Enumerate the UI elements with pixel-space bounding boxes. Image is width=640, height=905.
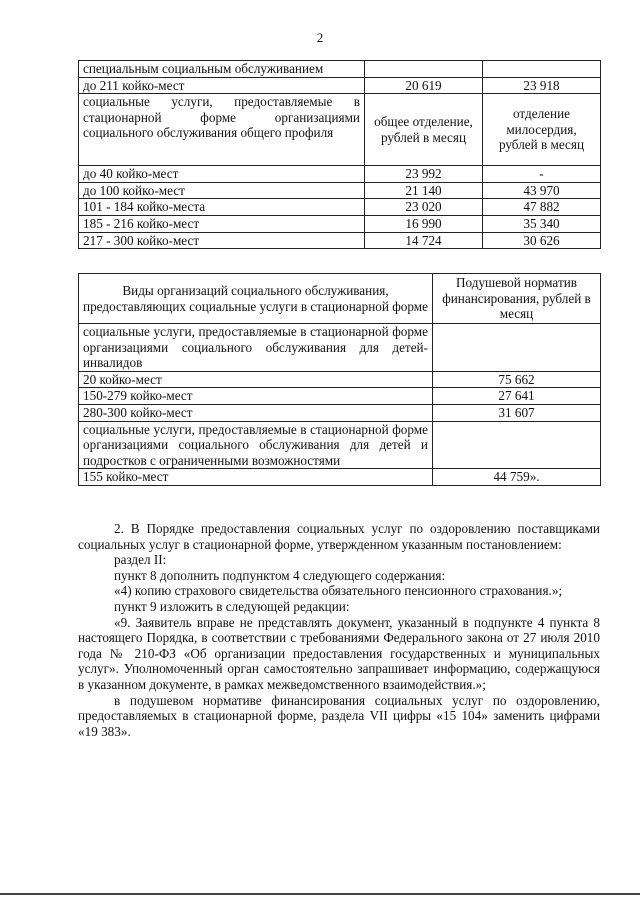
- table-cell: 75 662: [433, 371, 601, 388]
- table-cell: социальные услуги, предоставляемые в стационарной форме организациями социального обслуживания для детей и подростков с ограниченными возможностями: [79, 421, 433, 469]
- table-cell: 155 койко-мест: [79, 469, 433, 486]
- table-cell: до 40 койко-мест: [79, 166, 365, 183]
- table-cell: [483, 61, 601, 78]
- table-cell: [365, 61, 483, 78]
- table-header-row: [79, 274, 601, 324]
- table-cell: -: [483, 166, 601, 183]
- table-cell: до 100 койко-мест: [79, 182, 365, 199]
- table-cell: [433, 421, 601, 469]
- table-cell: 20 койко-мест: [79, 371, 433, 388]
- table-cell: 20 619: [365, 77, 483, 94]
- table-row: [79, 421, 601, 469]
- table-cell: специальным социальным обслуживанием: [79, 61, 365, 78]
- table-cell: 23 020: [365, 199, 483, 216]
- financing-table-1: [78, 60, 601, 249]
- table-cell: 23 918: [483, 77, 601, 94]
- table-row: [79, 324, 601, 372]
- table-cell: общее отделение, рублей в месяц: [365, 94, 483, 166]
- financing-table-2: [78, 273, 601, 486]
- paragraph: 2. В Порядке предоставления социальных услуг по оздоровлению поставщиками социальных услуг в стационарной форме, утвержденном указанным постановлением:: [78, 521, 600, 552]
- table-cell: 14 724: [365, 232, 483, 249]
- paragraph: пункт 8 дополнить подпунктом 4 следующего содержания:: [114, 567, 446, 583]
- table-cell: 35 340: [483, 215, 601, 232]
- table-row: [79, 469, 601, 486]
- table-row: [79, 388, 601, 405]
- table-row: [79, 199, 601, 216]
- document-body: [78, 521, 600, 739]
- table-row: [79, 77, 601, 94]
- column-header: Виды организаций социального обслуживания, предоставляющих социальные услуги в стационарной форме: [79, 274, 433, 324]
- paragraph: пункт 9 изложить в следующей редакции:: [114, 598, 350, 614]
- table-row: [79, 182, 601, 199]
- table-cell: [433, 324, 601, 372]
- table-cell: социальные услуги, предоставляемые в стационарной форме организациями социального обслуживания общего профиля: [79, 94, 365, 166]
- paragraph: «9. Заявитель вправе не представлять документ, указанный в подпункте 4 пункта 8 настоящего Порядка, в соответствии с требованиями Федерального закона от 27 июля 2010 года № 210-ФЗ «Об организации предоставления государственных и муниципальных услуг». Уполномоченный орган самостоятельно запрашивает информацию, содержащуюся в указанном документе, в рамках межведомственного взаимодействия.»;: [78, 614, 600, 692]
- table-cell: 43 970: [483, 182, 601, 199]
- table-cell: 30 626: [483, 232, 601, 249]
- table-cell: 150-279 койко-мест: [79, 388, 433, 405]
- table-row: [79, 371, 601, 388]
- table-row: [79, 166, 601, 183]
- table-cell: 27 641: [433, 388, 601, 405]
- paragraph: раздел II:: [114, 552, 167, 568]
- paragraph: в подушевом нормативе финансирования социальных услуг по оздоровлению, предоставляемых в стационарной форме, раздела VII цифры «15 104» заменить цифрами «19 383».: [78, 692, 600, 739]
- table-row: [79, 61, 601, 78]
- table-row: [79, 232, 601, 249]
- table-cell: 31 607: [433, 404, 601, 421]
- table-cell: отделение милосердия, рублей в месяц: [483, 94, 601, 166]
- column-header: Подушевой норматив финансирования, рублей в месяц: [433, 274, 601, 324]
- table-cell: до 211 койко-мест: [79, 77, 365, 94]
- table-cell: 23 992: [365, 166, 483, 183]
- table-cell: 16 990: [365, 215, 483, 232]
- table-row: [79, 404, 601, 421]
- table-cell: 47 882: [483, 199, 601, 216]
- table-cell: 185 - 216 койко-мест: [79, 215, 365, 232]
- table-cell: 280-300 койко-мест: [79, 404, 433, 421]
- table-cell: социальные услуги, предоставляемые в стационарной форме организациями социального обслуживания для детей-инвалидов: [79, 324, 433, 372]
- table-row: [79, 94, 601, 166]
- table-cell: 21 140: [365, 182, 483, 199]
- table-cell: 101 - 184 койко-места: [79, 199, 365, 216]
- page-number: 2: [316, 30, 324, 45]
- table-cell: 217 - 300 койко-мест: [79, 232, 365, 249]
- paragraph: «4) копию страхового свидетельства обязательного пенсионного страхования.»;: [114, 583, 563, 599]
- table-row: [79, 215, 601, 232]
- page-bottom-edge: [0, 893, 640, 895]
- table-cell: 44 759».: [433, 469, 601, 486]
